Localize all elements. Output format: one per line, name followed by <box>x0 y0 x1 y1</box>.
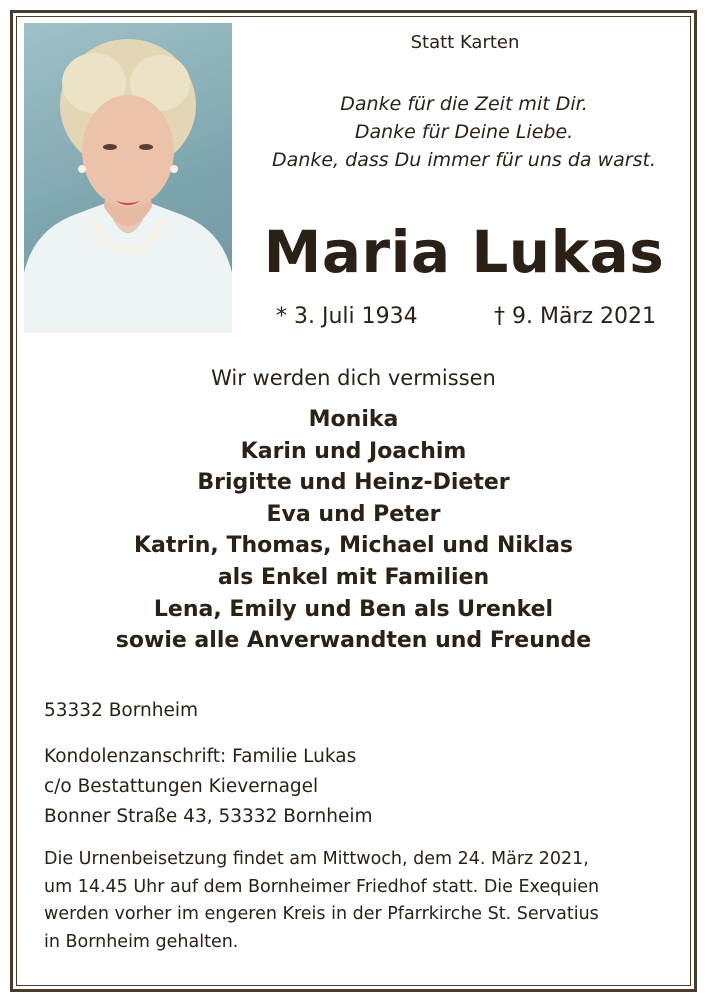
birth-date: * 3. Juli 1934 <box>276 304 418 329</box>
address-line: c/o Bestattungen Kievernagel <box>44 776 319 797</box>
death-date: † 9. März 2021 <box>493 304 656 329</box>
poem-line: Danke für Deine Liebe. <box>354 121 574 143</box>
funeral-notice <box>44 846 684 956</box>
mourner-line: Brigitte und Heinz-Dieter <box>197 470 510 496</box>
notice-line: werden vorher im engeren Kreis in der Pfarrkirche St. Servatius <box>44 904 599 924</box>
address-line: Kondolenzanschrift: Familie Lukas <box>44 746 357 767</box>
deceased-name: Maria Lukas <box>263 218 665 286</box>
mourner-line: Lena, Emily und Ben als Urenkel <box>153 596 554 622</box>
mourner-line: sowie alle Anverwandten und Freunde <box>115 628 592 654</box>
poem-line: Danke, dass Du immer für uns da warst. <box>272 149 656 171</box>
portrait-photo <box>24 23 232 333</box>
mourner-line: als Enkel mit Familien <box>217 564 490 590</box>
mourner-line: Karin und Joachim <box>240 438 467 464</box>
mourner-line: Monika <box>308 407 399 432</box>
statt-karten: Statt Karten <box>410 32 520 53</box>
mourner-line: Katrin, Thomas, Michael und Niklas <box>133 533 574 559</box>
mourners-intro: Wir werden dich vermissen <box>211 366 496 390</box>
notice-line: um 14.45 Uhr auf dem Bornheimer Friedhof statt. Die Exequien <box>44 876 600 897</box>
mourner-line: Eva und Peter <box>266 501 441 527</box>
poem <box>252 90 676 174</box>
place: 53332 Bornheim <box>44 700 199 721</box>
mourners-list <box>0 404 707 657</box>
poem-line: Danke für die Zeit mit Dir. <box>340 93 588 115</box>
address-line: Bonner Straße 43, 53332 Bornheim <box>44 806 373 827</box>
notice-line: in Bornheim gehalten. <box>44 931 239 952</box>
condolence-address <box>44 742 373 832</box>
notice-line: Die Urnenbeisetzung findet am Mittwoch, dem 24. März 2021, <box>44 849 589 869</box>
